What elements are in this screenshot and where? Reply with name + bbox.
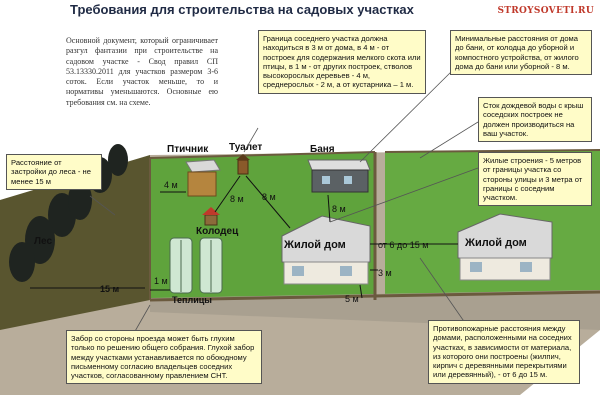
bath-building: [308, 160, 370, 192]
dim-bath-house: 8 м: [332, 204, 346, 214]
label-house: Жилой дом: [284, 239, 346, 251]
label-toilet: Туалет: [229, 142, 263, 153]
note-forest: Расстояние от застройки до леса - не менее 15 м: [6, 154, 102, 190]
dim-street: 5 м: [345, 294, 359, 304]
note-neighbor-boundary: Граница соседнего участка должна находиться в 3 м от дома, в 4 м - от построек для содержания мелкого скота или птицы, в 1 м - от других построек, стволов высокорослых деревьев - 4 м, среднерослых - 2 м, а от кустарника – 1 м.: [258, 30, 426, 94]
dim-forest: 15 м: [100, 284, 120, 294]
dim-houses: от 6 до 15 м: [378, 240, 429, 250]
dim-greenhouse: 1 м: [154, 276, 168, 286]
label-forest: Лес: [34, 236, 53, 247]
label-poultry: Птичник: [167, 144, 209, 155]
note-rain: Сток дождевой воды с крыш соседских построек не должен производиться на ваш участок.: [478, 97, 592, 142]
dim-side: 3 м: [378, 268, 392, 278]
page-title: Требования для строительства на садовых участках: [70, 2, 414, 17]
label-neighbor-house: Жилой дом: [465, 237, 527, 249]
site-logo: STROYSOVETI.RU: [497, 6, 594, 16]
dim-poultry: 4 м: [164, 180, 178, 190]
label-greenhouses: Теплицы: [172, 295, 212, 305]
label-well: Колодец: [196, 226, 239, 237]
intro-text: Основной документ, который ограничивает разгул фантазии при строительстве на садовом участке - Свод правил СП 53.13330.2011 для участков размером 3-6 соток. Если участок меньше, то и нормативы уменьшаются. Основные ею требования см. на схеме.: [66, 36, 218, 107]
poultry-building: [186, 160, 220, 196]
note-min-distance: Минимальные расстояния от дома до бани, от колодца до уборной и компостного устройства, от жилого дома до бани или уборной - 8 м.: [450, 30, 592, 75]
dim-toilet-house: 8 м: [262, 192, 276, 202]
note-opposite: Противопожарные расстояния между домами, расположенными на соседних участках, в зависимости от материала, из которого они построены (жилпич, кирпич с деревянными перекрытиями или деревянный), - от 6 до 15 м.: [428, 320, 580, 384]
note-living: Жилые строения - 5 метров от границы участка со стороны улицы и 3 метра от границы с соседним участком.: [478, 152, 592, 206]
note-fence: Забор со стороны проезда может быть глухим только по решению общего собрания. Глухой забор между участками устанавливается по обоюдному письменному согласию владельцев соседних участков, согласованному правлением СНТ.: [66, 330, 262, 384]
label-bath: Баня: [310, 144, 335, 155]
dim-toilet-well: 8 м: [230, 194, 244, 204]
